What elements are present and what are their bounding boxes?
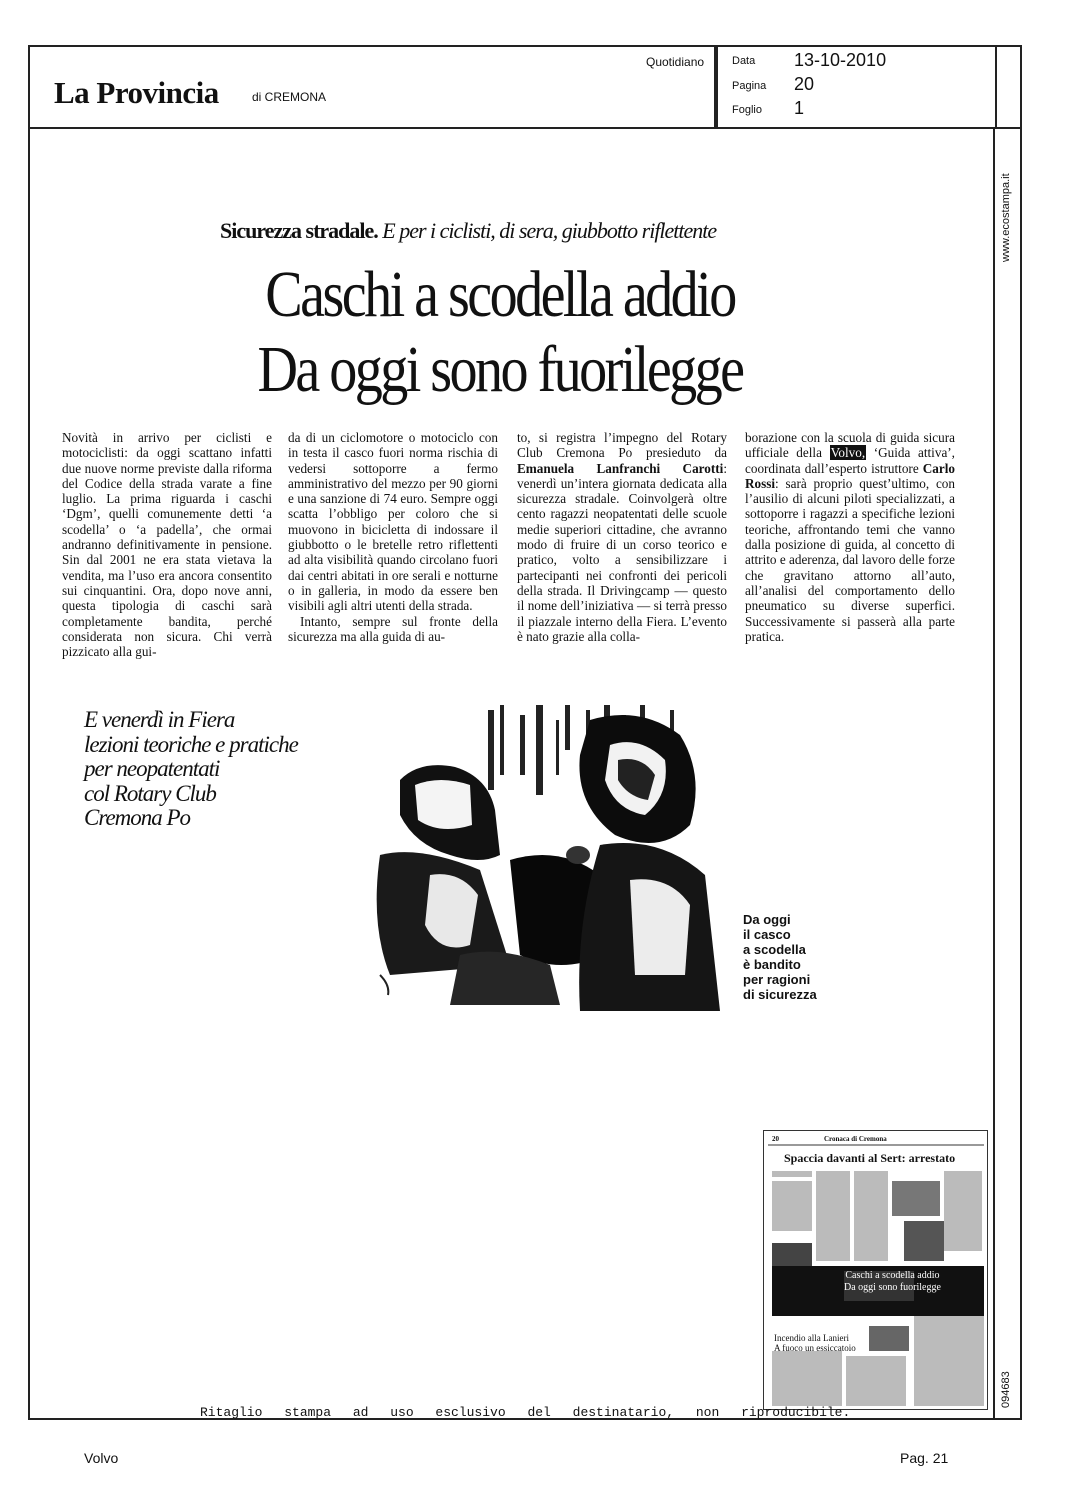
sheet-value: 1 — [794, 98, 805, 118]
page-number: Pag. 21 — [900, 1450, 949, 1466]
caption-line: per ragioni — [743, 972, 811, 987]
caption-line: a scodella — [743, 942, 806, 957]
clipping-header — [28, 45, 1022, 129]
brand-highlight: Volvo, — [830, 445, 866, 461]
body-column-3 — [517, 430, 727, 644]
body-column-2 — [288, 430, 498, 644]
thumbnail-subheadline-line: A fuoco un essiccatoio — [774, 1343, 856, 1353]
publication-type: Quotidiano — [646, 55, 705, 69]
caption-line: il casco — [743, 927, 791, 942]
pull-quote-line: E venerdì in Fiera — [84, 707, 235, 732]
article-photo — [360, 705, 720, 1011]
thumbnail-headline-line: Da oggi sono fuorilegge — [844, 1282, 941, 1293]
helmet-photo-image — [360, 705, 720, 1011]
headline-line-2: Da oggi sono fuorilegge — [257, 333, 743, 406]
page-thumbnail — [763, 1130, 988, 1410]
date-value: 13-10-2010 — [794, 50, 887, 70]
source-url: www.ecostampa.it — [1000, 173, 1012, 262]
column-2-para-1: da di un ciclomotore o motociclo con in testa il casco fuori norma rischia di vedersi sottoporre a fermo amministrativo del mezzo per 90 giorni e una sanzione di 74 euro. Sempre oggi scatta l’obbligo per coloro che si muovono in bicicletta di indossare il giubbotto o le bretelle retro riflettenti ad alta visibilità quando circolano fuori dai centri abitati in ore serali e notturne o in galleria, in modo da essere ben visibili agli altri utenti della strada. — [288, 430, 498, 614]
caption-line: è bandito — [743, 957, 801, 972]
newspaper-city: di CREMONA — [252, 90, 327, 104]
client-name: Volvo — [84, 1450, 119, 1466]
instructor-name: Carlo Rossi — [745, 460, 955, 491]
column-3-text: : venerdì un’intera giornata dedicata alla sicurezza stradale. Coinvolgerà oltre cento ragazzi neopatentati delle scuole medie superiori cittadine, che avranno modo di fruire di un corso teorico e pratico, volto a sensibilizzare i partecipanti nei confronti dei pericoli della strada. Il Drivingcamp — questo il nome dell’iniziativa — si terrà presso il piazzale interno della Fiera. L’evento è nato grazie alla colla- — [517, 460, 727, 644]
header-divider — [995, 47, 997, 127]
header-divider — [714, 47, 718, 127]
thumbnail-page-number: 20 — [772, 1135, 779, 1143]
column-4-text: ‘Guida attiva’, coordinata dall’esperto istruttore — [745, 445, 955, 476]
column-2-para-2: Intanto, sempre sul fronte della sicurezza ma alla guida di au- — [288, 613, 498, 644]
body-column-4 — [745, 430, 955, 644]
column-4-text: borazione con la scuola di guida sicura ufficiale della — [745, 430, 955, 461]
article-kicker — [220, 218, 716, 244]
thumbnail-headline-line: Caschi a scodella addio — [845, 1270, 940, 1281]
thumbnail-subheadline — [774, 1333, 856, 1353]
body-column-1: Novità in arrivo per ciclisti e motociclisti: da oggi scattano infatti due nuove norme previste dalla riforma del Codice della strada varate a fine luglio. La prima riguarda i caschi ‘Dgm’, quelli comunemente detti ‘a scodella’ o ‘a padella’, che ormai andranno definitivamente in pensione. Sin dal 2001 ne era stata vietava la vendita, ma l’uso era ancora consentito sui cinquantini. Ora, dopo nove anni, questa tipologia di caschi sarà completamente bandita, perché considerata non sicura. Chi verrà pizzicato alla gui- — [62, 430, 272, 660]
thumbnail-section: Cronaca di Cremona — [824, 1135, 887, 1143]
kicker-topic: Sicurezza stradale. — [220, 218, 378, 243]
pull-quote-line: Cremona Po — [84, 805, 191, 830]
frame-divider — [993, 128, 995, 1420]
caption-line: Da oggi — [743, 912, 791, 927]
page-label: Pagina — [732, 80, 767, 92]
clipping-code: 094683 — [1000, 1371, 1012, 1408]
thumbnail-article-headline — [844, 1270, 941, 1294]
column-3-text: to, si registra l’impegno del Rotary Club Cremona Po presieduto da — [517, 430, 727, 461]
reproduction-notice: Ritaglio stampa ad uso esclusivo del destinatario, non riproducibile. — [200, 1405, 851, 1420]
rotary-president-name: Emanuela Lanfranchi Carotti — [517, 460, 724, 476]
column-4-text: : sarà proprio quest’ultimo, con l’ausilio di alcuni piloti specializzati, a sottoporre i ragazzi a specifiche lezioni teoriche, affrontando temi che vanno dalla posizione di guida, al concetto di attrito e aderenza, dal lavoro delle forze che gravitano attorno all’auto, all’analisi del comportamento dello pneumatico su diverse superfici. Successivamente si passerà alla parte pratica. — [745, 475, 955, 644]
newspaper-masthead: La Provincia — [54, 75, 219, 110]
page-value: 20 — [794, 74, 815, 94]
thumbnail-headline: Spaccia davanti al Sert: arrestato — [784, 1151, 956, 1165]
pull-quote-line: col Rotary Club — [84, 780, 216, 806]
pull-quote — [84, 708, 298, 831]
kicker-subtitle: E per i ciclisti, di sera, giubbotto riflettente — [382, 218, 717, 243]
thumbnail-subheadline-line: Incendio alla Lanieri — [774, 1333, 849, 1343]
pull-quote-line: per neopatentati — [84, 756, 220, 781]
sheet-label: Foglio — [732, 104, 762, 116]
photo-caption — [743, 912, 817, 1002]
caption-line: di sicurezza — [743, 987, 817, 1002]
headline-line-1: Caschi a scodella addio — [265, 258, 735, 331]
pull-quote-line: lezioni teoriche e pratiche — [84, 731, 298, 757]
date-label: Data — [732, 55, 756, 67]
